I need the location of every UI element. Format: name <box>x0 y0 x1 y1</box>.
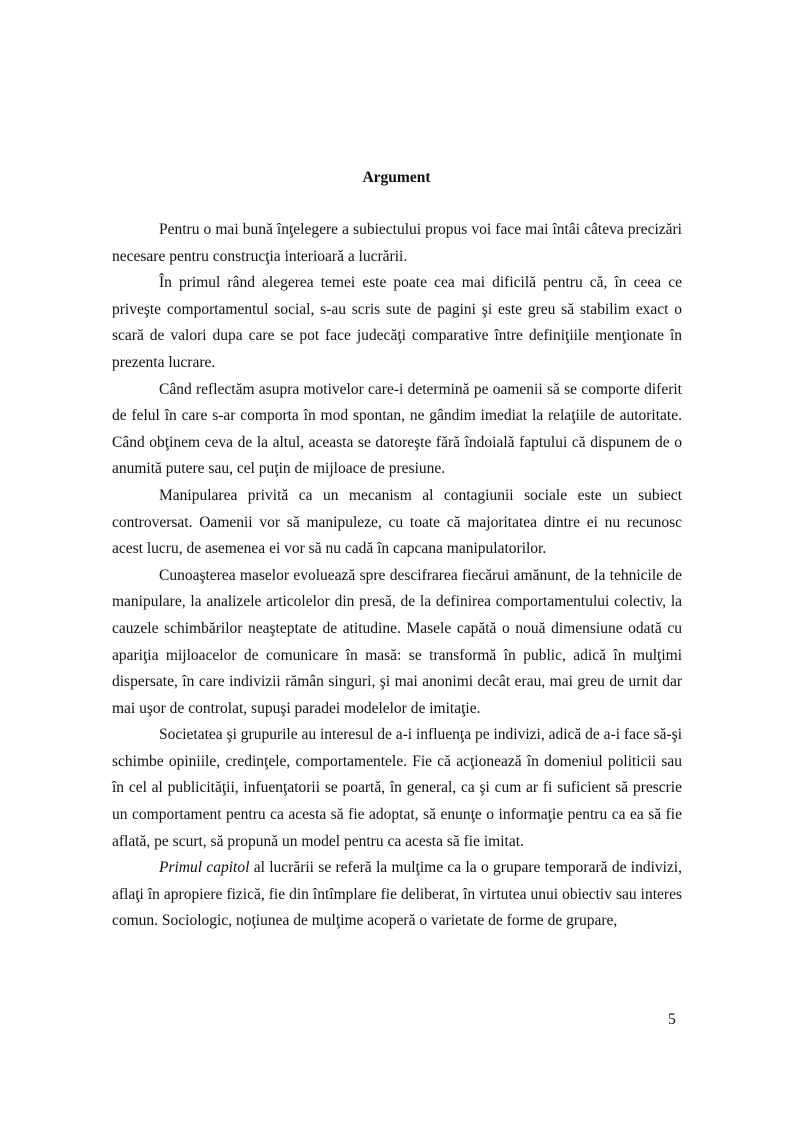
document-title: Argument <box>362 169 431 186</box>
paragraph-5: Cunoaşterea maselor evoluează spre descifrarea fiecărui amănunt, de la tehnicile de manipulare, la analizele articolelor din presă, de la definirea comportamentului colectiv, la cauzele schimbărilor neaşteptate de atitudine. Masele capătă o nouă dimensiune odată cu apariţia mijloacelor de comunicare în masă: se transformă în public, adică în mulţimi dispersate, în care indivizii rămân singuri, şi mai anonimi decât erau, mai greu de urnit dar mai uşor de controlat, supuşi paradei modelelor de imitaţie. <box>112 566 682 717</box>
page-number: 5 <box>668 1011 676 1028</box>
paragraph-4: Manipularea privită ca un mecanism al contagiunii sociale este un subiect controversat. Oamenii vor să manipuleze, cu toate că majoritatea dintre ei nu recunosc acest lucru, de asemenea ei vor să nu cadă în capcana manipulatorilor. <box>112 486 682 558</box>
paragraph-7-text: al lucrării se referă la mulţime ca la o grupare temporară de indivizi, aflaţi în apropiere fizică, fie din întîmplare fie deliberat, în virtutea unui obiectiv sau interes comun. Sociologic, noţiunea de mulţime acoperă o varietate de forme de grupare, <box>112 859 682 930</box>
paragraph-1: Pentru o mai bună înţelegere a subiectului propus voi face mai întâi câteva precizări necesare pentru construcţia interioară a lucrării. <box>112 221 682 265</box>
document-body <box>112 217 682 935</box>
paragraph-7-italic-lead: Primul capitol <box>159 859 250 877</box>
paragraph-2: În primul rând alegerea temei este poate cea mai dificilă pentru că, în ceea ce priveşte comportamentul social, s-au scris sute de pagini şi este greu să stabilim exact o scară de valori dupa care se pot face judecăţi comparative între definiţiile menţionate în prezenta lucrare. <box>112 274 682 371</box>
paragraph-6: Societatea şi grupurile au interesul de a-i influenţa pe indivizi, adică de a-i face să-şi schimbe opiniile, credinţele, comportamentele. Fie că acţionează în domeniul politicii sau în cel al publicităţii, infuenţatorii se poartă, în general, ca şi cum ar fi suficient să prescrie un comportament pentru ca acesta să fie adoptat, să enunţe o informaţie pentru ca ea să fie aflată, pe scurt, să propună un model pentru ca acesta să fie imitat. <box>112 726 682 850</box>
paragraph-7 <box>112 855 682 935</box>
paragraph-3: Când reflectăm asupra motivelor care-i determină pe oamenii să se comporte diferit de felul în care s-ar comporta în mod spontan, ne gândim imediat la relaţiile de autoritate. Când obţinem ceva de la altul, aceasta se datoreşte fără îndoială faptului că dispunem de o anumită putere sau, cel puţin de mijloace de presiune. <box>112 380 682 478</box>
